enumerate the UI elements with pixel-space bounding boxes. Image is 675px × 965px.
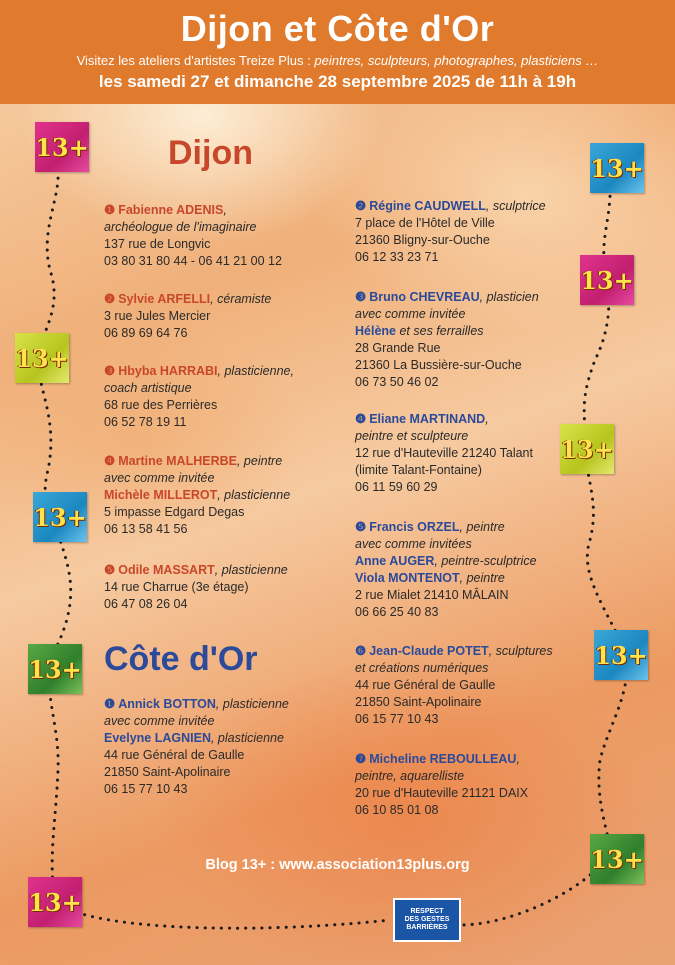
address-line: 06 15 77 10 43 xyxy=(355,712,439,726)
logo-13plus: 13+ xyxy=(590,834,644,884)
italic-line: avec comme invitée xyxy=(355,307,466,321)
address-line: (limite Talant-Fontaine) xyxy=(355,463,482,477)
artist-role: , plasticienne xyxy=(215,697,289,711)
address-line: 03 80 31 80 44 - 06 41 21 00 12 xyxy=(104,254,282,268)
entry-number: ❻ xyxy=(355,644,367,658)
artist-role: , plasticienne xyxy=(214,563,288,577)
guest-name: Michèle MILLEROT xyxy=(104,488,218,502)
entry-number: ❶ xyxy=(104,203,116,217)
artist-name: Régine CAUDWELL xyxy=(369,199,486,213)
address-line: 44 rue Général de Gaulle xyxy=(355,678,496,692)
page-title: Dijon et Côte d'Or xyxy=(180,8,495,49)
logo-13plus: 13+ xyxy=(15,333,69,383)
italic-line: avec comme invitée xyxy=(104,471,215,485)
address-line: 2 rue Mialet 21410 MÂLAIN xyxy=(355,588,509,602)
address-line: 06 89 69 64 76 xyxy=(104,326,188,340)
italic-line: peintre, aquarelliste xyxy=(355,769,465,783)
artist-role: , xyxy=(485,412,489,426)
logo-13plus: 13+ xyxy=(594,630,648,680)
address-line: 06 13 58 41 56 xyxy=(104,522,188,536)
artist-entry xyxy=(104,562,344,613)
entry-number: ❼ xyxy=(355,752,367,766)
address-line: 21850 Saint-Apolinaire xyxy=(355,695,482,709)
artist-name: Jean-Claude POTET xyxy=(369,644,489,658)
guest-role: et ses ferrailles xyxy=(396,324,484,338)
section-title-cote-dor: Côte d'Or xyxy=(104,640,258,678)
artist-name: Francis ORZEL xyxy=(369,520,460,534)
artist-role: , xyxy=(223,203,227,217)
artist-role: , sculptures xyxy=(488,644,553,658)
entry-number: ❷ xyxy=(355,199,367,213)
artist-entry xyxy=(355,643,590,728)
artist-entry xyxy=(104,363,344,431)
address-line: 68 rue des Perrières xyxy=(104,398,218,412)
logo-13plus: 13+ xyxy=(33,492,87,542)
barrier-gestures-badge: RESPECT DES GESTES BARRIÈRES xyxy=(393,898,461,942)
guest-name: Hélène xyxy=(355,324,396,338)
artist-entry xyxy=(104,291,344,342)
artist-name: Odile MASSART xyxy=(118,563,215,577)
address-line: 7 place de l'Hôtel de Ville xyxy=(355,216,495,230)
guest-name: Viola MONTENOT xyxy=(355,571,460,585)
subtitle-lead: Visitez les ateliers d'artistes Treize Plus : xyxy=(76,53,311,68)
artist-role: , sculptrice xyxy=(485,199,546,213)
address-line: 06 11 59 60 29 xyxy=(355,480,438,494)
address-line: 5 impasse Edgard Degas xyxy=(104,505,245,519)
artist-entry xyxy=(355,751,590,819)
address-line: 06 73 50 46 02 xyxy=(355,375,439,389)
address-line: 28 Grande Rue xyxy=(355,341,441,355)
address-line: 06 66 25 40 83 xyxy=(355,605,439,619)
address-line: 06 47 08 26 04 xyxy=(104,597,188,611)
subtitle-tail: peintres, sculpteurs, photographes, plasticiens … xyxy=(314,53,599,68)
italic-line: avec comme invitée xyxy=(104,714,215,728)
address-line: 12 rue d'Hauteville 21240 Talant xyxy=(355,446,533,460)
artist-entry xyxy=(355,519,590,621)
artist-entry xyxy=(355,289,590,391)
artist-entry xyxy=(104,453,344,538)
logo-13plus: 13+ xyxy=(580,255,634,305)
italic-line: peintre et sculpteure xyxy=(355,429,469,443)
entry-number: ❺ xyxy=(355,520,367,534)
address-line: 21850 Saint-Apolinaire xyxy=(104,765,231,779)
guest-role: , plasticienne xyxy=(217,488,291,502)
entry-number: ❸ xyxy=(355,290,367,304)
logo-13plus: 13+ xyxy=(28,644,82,694)
artist-name: Hbyba HARRABI xyxy=(118,364,218,378)
entry-number: ❺ xyxy=(104,563,116,577)
artist-name: Eliane MARTINAND xyxy=(369,412,486,426)
artist-role: , plasticien xyxy=(479,290,539,304)
entry-number: ❹ xyxy=(104,454,116,468)
italic-line: archéologue de l'imaginaire xyxy=(104,220,257,234)
artist-entry xyxy=(104,202,344,270)
artist-role: , peintre xyxy=(236,454,283,468)
logo-13plus: 13+ xyxy=(28,877,82,927)
address-line: 3 rue Jules Mercier xyxy=(104,309,211,323)
guest-role: , plasticienne xyxy=(210,731,284,745)
artist-name: Sylvie ARFELLI xyxy=(118,292,211,306)
logo-13plus: 13+ xyxy=(560,424,614,474)
artist-name: Martine MALHERBE xyxy=(118,454,237,468)
artist-entry xyxy=(355,411,590,496)
artist-role: , céramiste xyxy=(210,292,272,306)
guest-name: Anne AUGER xyxy=(355,554,435,568)
address-line: 137 rue de Longvic xyxy=(104,237,211,251)
blog-link[interactable]: Blog 13+ : www.association13plus.org xyxy=(205,857,470,873)
guest-role: , peintre-sculptrice xyxy=(434,554,537,568)
address-line: 14 rue Charrue (3e étage) xyxy=(104,580,249,594)
address-line: 44 rue Général de Gaulle xyxy=(104,748,245,762)
address-line: 21360 La Bussière-sur-Ouche xyxy=(355,358,522,372)
address-line: 06 10 85 01 08 xyxy=(355,803,439,817)
entry-number: ❷ xyxy=(104,292,116,306)
guest-name: Evelyne LAGNIEN xyxy=(104,731,211,745)
entry-number: ❹ xyxy=(355,412,367,426)
entry-number: ❸ xyxy=(104,364,116,378)
artist-name: Micheline REBOULLEAU xyxy=(369,752,517,766)
artist-name: Bruno CHEVREAU xyxy=(369,290,480,304)
address-line: 06 15 77 10 43 xyxy=(104,782,188,796)
address-line: 06 52 78 19 11 xyxy=(104,415,187,429)
artist-entry xyxy=(104,696,344,798)
artist-role: , peintre xyxy=(459,520,505,534)
italic-line: avec comme invitées xyxy=(355,537,472,551)
italic-line: et créations numériques xyxy=(355,661,489,675)
artist-role: , xyxy=(516,752,520,766)
entry-number: ❶ xyxy=(104,697,116,711)
artist-role: , plasticienne, xyxy=(217,364,294,378)
address-line: 06 12 33 23 71 xyxy=(355,250,439,264)
artist-entry xyxy=(355,198,590,266)
artist-name: Fabienne ADENIS xyxy=(118,203,224,217)
address-line: 21360 Bligny-sur-Ouche xyxy=(355,233,490,247)
section-title-dijon: Dijon xyxy=(168,134,253,172)
event-dates: les samedi 27 et dimanche 28 septembre 2025 de 11h à 19h xyxy=(98,72,577,91)
artist-name: Annick BOTTON xyxy=(118,697,216,711)
logo-13plus: 13+ xyxy=(590,143,644,193)
logo-13plus: 13+ xyxy=(35,122,89,172)
guest-role: , peintre xyxy=(459,571,505,585)
italic-line: coach artistique xyxy=(104,381,192,395)
address-line: 20 rue d'Hauteville 21121 DAIX xyxy=(355,786,529,800)
